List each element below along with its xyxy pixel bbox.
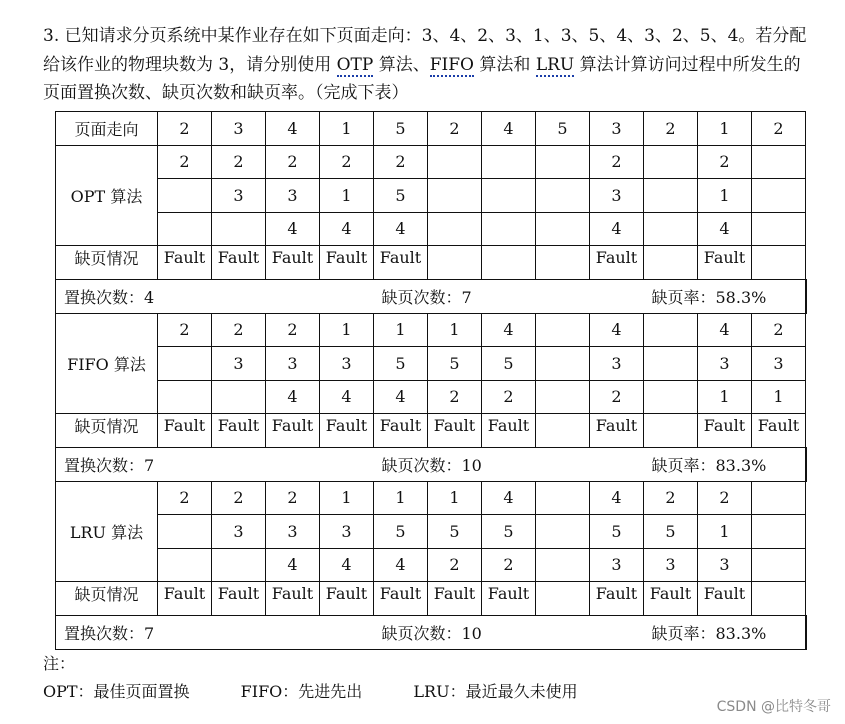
frame-cell: 1 [428,481,482,515]
question-text [43,22,813,108]
page-cell: 2 [752,112,806,146]
miss-count: 缺页次数：10 [374,448,644,482]
note-fifo: FIFO：先进先出 [240,682,363,701]
frame-cell: 2 [698,145,752,179]
frame-cell: 2 [644,481,698,515]
fault-cell: Fault [590,582,644,616]
frame-cell: 1 [698,380,752,414]
frame-cell: 4 [266,548,320,582]
frame-cell [212,548,266,582]
question-line-2-d: 算法计算访问过程中所发生的 [574,54,801,75]
frame-cell: 2 [158,145,212,179]
fault-cell: Fault [644,582,698,616]
frame-cell: 3 [266,179,320,213]
frame-cell: 3 [644,548,698,582]
frame-row [56,313,806,347]
frame-cell: 1 [320,313,374,347]
frame-cell: 3 [752,347,806,381]
frame-cell [644,380,698,414]
frame-row [56,481,806,515]
algorithm-name: FIFO 算法 [56,313,158,414]
frame-cell: 2 [590,145,644,179]
frame-cell: 2 [482,548,536,582]
frame-cell [536,145,590,179]
fault-cell: Fault [482,414,536,448]
page-cell: 1 [320,112,374,146]
frame-cell [644,347,698,381]
frame-cell: 4 [482,481,536,515]
frame-cell: 2 [266,145,320,179]
frame-cell [212,212,266,246]
algorithm-name: LRU 算法 [56,481,158,582]
frame-cell: 5 [482,347,536,381]
fault-cell: Fault [698,414,752,448]
frame-cell [536,515,590,549]
frame-cell: 2 [374,145,428,179]
frame-cell: 2 [158,313,212,347]
fault-cell [536,414,590,448]
page-cell: 3 [590,112,644,146]
page-cell: 4 [482,112,536,146]
fault-cell: Fault [698,246,752,280]
fault-cell: Fault [590,414,644,448]
frame-cell [482,145,536,179]
frame-cell [752,548,806,582]
frame-cell: 3 [212,179,266,213]
frame-cell: 2 [212,481,266,515]
frame-cell: 4 [590,481,644,515]
fault-cell [644,246,698,280]
frame-cell [536,481,590,515]
frame-cell: 5 [482,515,536,549]
page-cell: 2 [158,112,212,146]
frame-cell: 2 [158,481,212,515]
frame-cell [158,515,212,549]
fault-label: 缺页情况 [56,414,158,448]
fault-cell: Fault [590,246,644,280]
frame-row [56,548,806,582]
question-line-2-b: 算法、 [373,54,430,75]
frame-cell [536,212,590,246]
fault-cell: Fault [212,414,266,448]
watermark: CSDN @比特冬哥 [716,699,831,715]
replacement-count: 置换次数：7 [56,448,374,482]
frame-cell: 1 [374,313,428,347]
frame-cell: 1 [428,313,482,347]
notes-row [43,678,624,706]
frame-cell [536,548,590,582]
frame-cell: 2 [266,313,320,347]
fault-cell: Fault [482,582,536,616]
frame-cell: 3 [698,347,752,381]
frame-cell [482,212,536,246]
question-line-2 [43,51,813,80]
frame-cell: 3 [266,515,320,549]
frame-cell: 3 [590,548,644,582]
frame-cell: 3 [212,515,266,549]
fault-cell: Fault [266,414,320,448]
frame-row [56,212,806,246]
frame-cell: 1 [320,481,374,515]
frame-cell: 2 [212,145,266,179]
frame-cell: 5 [374,179,428,213]
frame-cell [536,380,590,414]
fault-cell: Fault [158,582,212,616]
frame-cell [158,179,212,213]
page-cell: 5 [536,112,590,146]
page-cell: 2 [644,112,698,146]
frame-cell: 4 [698,313,752,347]
frame-cell: 5 [374,515,428,549]
frame-cell [428,145,482,179]
algorithm-name: OPT 算法 [56,145,158,246]
frame-cell: 1 [752,380,806,414]
frame-cell [752,179,806,213]
frame-cell [644,145,698,179]
term-lru: LRU [535,54,575,75]
fault-cell: Fault [158,414,212,448]
note-lru: LRU：最近最久未使用 [413,682,578,701]
fault-cell [482,246,536,280]
frame-cell: 4 [374,212,428,246]
frame-cell: 1 [374,481,428,515]
frame-cell: 2 [482,380,536,414]
fault-cell: Fault [212,246,266,280]
question-line-3: 页面置换次数、缺页次数和缺页率。（完成下表） [43,83,409,103]
frame-row [56,380,806,414]
page-cell: 2 [428,112,482,146]
fault-cell [752,582,806,616]
frame-cell: 2 [428,380,482,414]
frame-cell: 1 [320,179,374,213]
table-body [56,112,806,650]
frame-cell [482,179,536,213]
fault-cell [752,246,806,280]
frame-cell: 4 [266,212,320,246]
fault-label: 缺页情况 [56,246,158,280]
page-cell: 3 [212,112,266,146]
notes [43,650,624,706]
frame-cell: 3 [320,347,374,381]
fault-cell: Fault [158,246,212,280]
frame-cell: 5 [428,515,482,549]
frame-cell: 2 [590,380,644,414]
frame-cell: 3 [212,347,266,381]
frame-cell: 4 [374,548,428,582]
fault-row [56,414,806,448]
miss-count: 缺页次数：10 [374,616,644,650]
frame-cell [428,212,482,246]
frame-cell [158,380,212,414]
frame-cell: 1 [698,515,752,549]
frame-cell: 2 [212,313,266,347]
frame-cell: 4 [698,212,752,246]
frame-cell [212,380,266,414]
fault-cell: Fault [266,246,320,280]
frame-cell: 3 [320,515,374,549]
fault-cell: Fault [698,582,752,616]
frame-cell: 4 [266,380,320,414]
frame-cell [158,548,212,582]
page-cell: 1 [698,112,752,146]
frame-cell [644,313,698,347]
fault-row [56,582,806,616]
replacement-count: 置换次数：4 [56,280,374,314]
frame-cell: 4 [590,313,644,347]
frame-cell [536,313,590,347]
replacement-count: 置换次数：7 [56,616,374,650]
frame-cell: 5 [374,347,428,381]
frame-cell [752,145,806,179]
page-sequence-row [56,112,806,146]
page-cell: 5 [374,112,428,146]
fault-cell: Fault [320,414,374,448]
frame-cell: 5 [644,515,698,549]
fault-label: 缺页情况 [56,582,158,616]
frame-cell: 2 [698,481,752,515]
frame-cell: 4 [374,380,428,414]
fault-cell: Fault [428,582,482,616]
fault-row [56,246,806,280]
frame-cell: 2 [428,548,482,582]
miss-rate: 缺页率：83.3% [644,616,806,650]
fault-cell [644,414,698,448]
frame-cell: 5 [590,515,644,549]
frame-cell: 3 [698,548,752,582]
frame-cell: 2 [752,313,806,347]
miss-rate: 缺页率：58.3% [644,280,806,314]
frame-row [56,145,806,179]
fault-cell [428,246,482,280]
frame-cell: 4 [320,380,374,414]
summary-row [56,448,806,482]
frame-cell: 3 [590,347,644,381]
fault-cell: Fault [428,414,482,448]
fault-cell [536,246,590,280]
frame-cell: 4 [590,212,644,246]
frame-row [56,179,806,213]
fault-cell: Fault [752,414,806,448]
fault-cell: Fault [266,582,320,616]
miss-count: 缺页次数：7 [374,280,644,314]
frame-cell [752,481,806,515]
frame-cell [536,179,590,213]
fault-cell [536,582,590,616]
frame-cell [158,212,212,246]
frame-cell: 4 [320,548,374,582]
miss-rate: 缺页率：83.3% [644,448,806,482]
frame-cell: 4 [482,313,536,347]
note-opt: OPT：最佳页面置换 [43,682,190,701]
term-fifo: FIFO [429,54,474,75]
page-sequence-label: 页面走向 [56,112,158,146]
fault-cell: Fault [374,246,428,280]
page-cell: 4 [266,112,320,146]
term-otp: OTP [336,54,374,75]
fault-cell: Fault [320,246,374,280]
summary-row [56,280,806,314]
fault-cell: Fault [212,582,266,616]
question-line-2-a: 给该作业的物理块数为 3，请分别使用 [43,54,337,75]
frame-cell: 5 [428,347,482,381]
fault-cell: Fault [374,414,428,448]
frame-cell: 3 [590,179,644,213]
question-line-1: 3. 已知请求分页系统中某作业存在如下页面走向：3、4、2、3、1、3、5、4、3、2、5、4。若分配 [43,26,807,46]
frame-cell [752,515,806,549]
frame-cell: 2 [266,481,320,515]
frame-cell [536,347,590,381]
summary-row [56,616,806,650]
frame-cell: 1 [698,179,752,213]
fault-cell: Fault [374,582,428,616]
frame-cell: 4 [320,212,374,246]
frame-cell [644,179,698,213]
page-replacement-table [55,111,807,650]
frame-cell [644,212,698,246]
frame-row [56,347,806,381]
frame-row [56,515,806,549]
frame-cell: 2 [320,145,374,179]
question-line-2-c: 算法和 [474,54,536,75]
frame-cell: 3 [266,347,320,381]
frame-cell [752,212,806,246]
notes-title: 注： [43,654,76,673]
frame-cell [428,179,482,213]
fault-cell: Fault [320,582,374,616]
frame-cell [158,347,212,381]
